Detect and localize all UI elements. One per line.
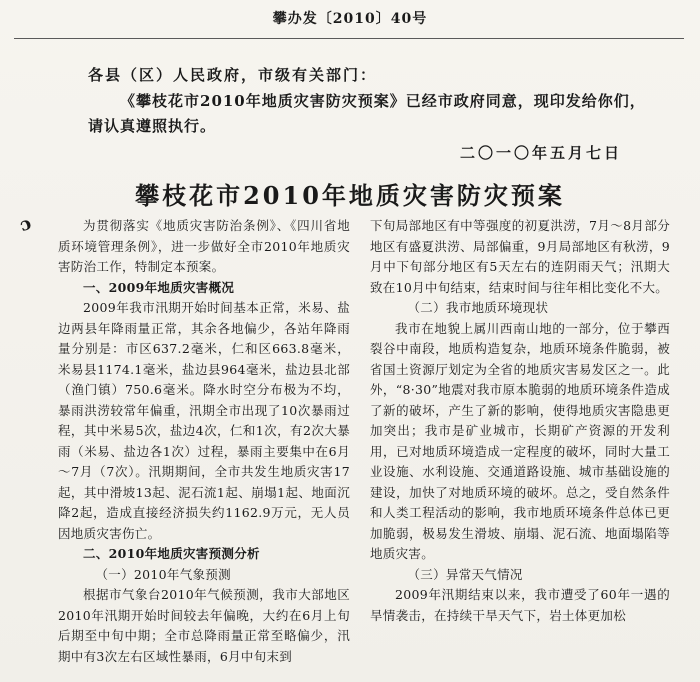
right-column <box>370 216 670 626</box>
left-column <box>58 216 350 667</box>
subsection-heading-1: （一）2010年气象预测 <box>95 566 231 582</box>
notice-date: 二〇一〇年五月七日 <box>459 144 622 162</box>
document-title: 攀枝花市2010年地质灾害防灾预案 <box>135 181 565 210</box>
document-number: 攀办发〔2010〕40号 <box>272 11 428 27</box>
subsection-1-paragraph: 根据市气象台2010年气候预测，我市大部地区2010年汛期开始时间较去年偏晚，大约在6月上旬后期至中旬中期；全市总降雨量正常至略偏少，汛期中有3次左右区域性暴雨，6月中旬末到 <box>58 587 350 664</box>
intro-paragraph: 为贯彻落实《地质灾害防治条例》、《四川省地质环境管理条例》，进一步做好全市2010年地质灾害防治工作，特制定本预案。 <box>58 218 350 274</box>
subsection-heading-2: （二）我市地质环境现状 <box>407 300 549 315</box>
section-heading-1: 一、2009年地质灾害概况 <box>83 279 235 295</box>
notice-addressee: 各县（区）人民政府，市级有关部门： <box>88 66 378 84</box>
continued-paragraph: 下旬局部地区有中等强度的初夏洪涝，7月～8月部分地区有盛夏洪涝、局部偏重，9月局部地区有秋涝，9月中下旬部分地区有5天左右的连阴雨天气；汛期大致在10月中旬结束，结束时间与往年相比变化不大。 <box>370 218 670 295</box>
notice-body: 《攀枝花市2010年地质灾害防灾预案》已经市政府同意，现印发给你们，请认真遵照执行。 <box>88 92 646 135</box>
subsection-3-paragraph: 2009年汛期结束以来，我市遭受了60年一遇的旱情袭击，在持续干旱天气下，岩土体更加松 <box>370 587 670 623</box>
section-heading-2: 二、2010年地质灾害预测分析 <box>83 546 260 561</box>
header-divider <box>14 38 684 39</box>
subsection-heading-3: （三）异常天气情况 <box>407 566 523 582</box>
subsection-2-paragraph: 我市在地貌上属川西南山地的一部分，位于攀西裂谷中南段，地质构造复杂，地质环境条件脆弱，被省国土资源厅划定为全省的地质灾害易发区之一。此外，“8·30”地震对我市原本脆弱的地质环境条件造成了新的破坏，产生了新的影响，使得地质灾害隐患更加突出；我市是矿业城市，长期矿产资源的开发利用，已对地质环境造成一定程度的破坏，同时大量工业设施、水利设施、交通道路设施、城市基础设施的建设，加快了对地质环境的破坏。总之，受自然条件和人类工程活动的影响，我市地质环境条件总体已更加脆弱，极易发生滑坡、崩塌、泥石流、地面塌陷等地质灾害。 <box>370 320 670 561</box>
margin-mark: ɔ <box>16 212 35 237</box>
section-1-paragraph: 2009年我市汛期开始时间基本正常，米易、盐边两县年降雨量正常，其余各地偏少，各站年降雨量分别是：市区637.2毫米，仁和区663.8毫米，米易县1174.1毫米，盐边县964毫米，盐边县北部（渔门镇）750.6毫米。降水时空分布极为不均，暴雨洪涝较常年偏重，汛期全市出现了10次暴雨过程，其中米易5次，盐边4次，仁和1次，有2次大暴雨（米易、盐边各1次）过程，暴雨主要集中在6月～7月（7次）。汛期期间，全市共发生地质灾害17起，其中滑坡13起、泥石流1起、崩塌1起、地面沉降2起，造成直接经济损失约1162.9万元，无人员因地质灾害伤亡。 <box>58 300 350 541</box>
